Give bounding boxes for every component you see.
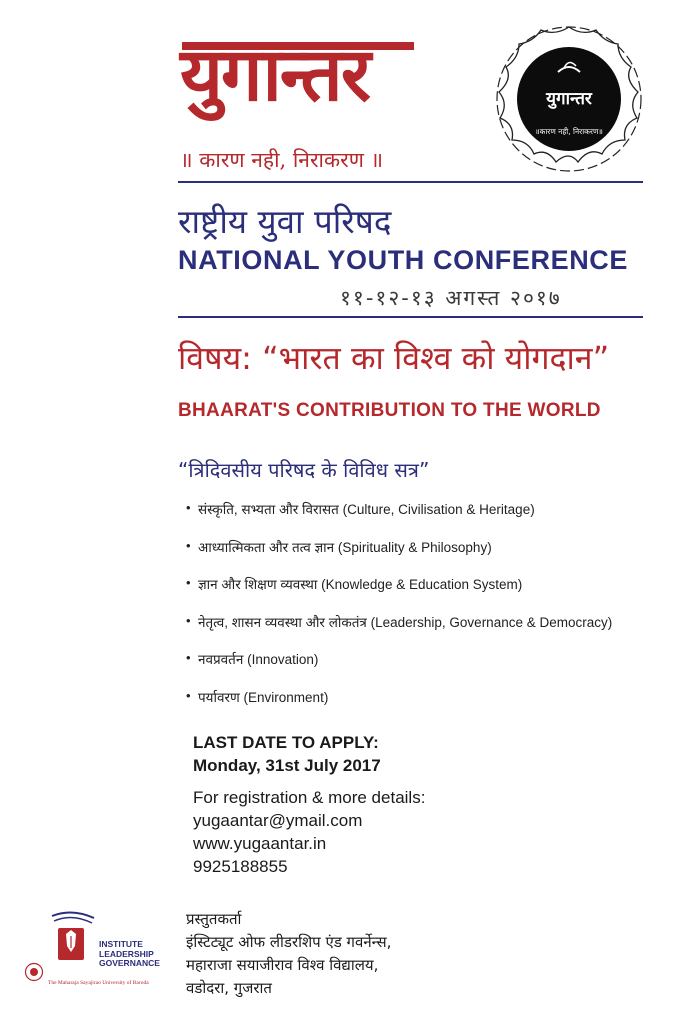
presenter-label: प्रस्तुतकर्ता	[186, 910, 242, 928]
conference-dates: ११-१२-१३ अगस्त २०१७	[340, 286, 562, 310]
presenter-line-1: इंस्टिट्यूट ओफ लीडरशिप एंड गवर्नेन्स,	[186, 933, 392, 951]
bullet-icon: •	[186, 500, 191, 515]
bullet-icon: •	[186, 537, 191, 553]
logo-tagline: ॥ कारण नही, निराकरण ॥	[180, 148, 384, 172]
top-divider	[178, 181, 643, 183]
sessions-list	[186, 500, 612, 726]
university-seal-icon	[24, 962, 44, 982]
list-item: • आध्यात्मिकता और तत्व ज्ञान (Spirituality & Philosophy)	[186, 537, 492, 555]
bullet-icon: •	[186, 575, 191, 591]
seal-logo-text: युगान्तर	[546, 89, 592, 109]
deadline-label: LAST DATE TO APPLY:	[193, 733, 379, 752]
deadline-date: Monday, 31st July 2017	[193, 756, 381, 775]
list-item: • नवप्रवर्तन (Innovation)	[186, 650, 319, 668]
bottom-divider	[178, 316, 643, 318]
institute-logo-text: INSTITUTE LEADERSHIP GOVERNANCE	[99, 939, 160, 968]
contact-website[interactable]: www.yugaantar.in	[193, 834, 327, 853]
presenter-line-2: महाराजा सयाजीराव विश्व विद्यालय,	[186, 956, 379, 974]
list-item: • पर्यावरण (Environment)	[186, 687, 329, 705]
sessions-heading: “त्रिदिवसीय परिषद के विविध सत्र”	[178, 458, 430, 482]
list-item: • नेतृत्व, शासन व्यवस्था और लोकतंत्र (Leadership, Governance & Democracy)	[186, 612, 613, 630]
contact-block	[193, 786, 425, 878]
topic-english: BHAARAT'S CONTRIBUTION TO THE WORLD	[178, 400, 601, 421]
list-item: • ज्ञान और शिक्षण व्यवस्था (Knowledge & Education System)	[186, 575, 523, 593]
bullet-icon: •	[186, 612, 191, 628]
yugaantar-logo-text: युगान्तर	[180, 32, 369, 118]
yugaantar-seal-icon	[492, 22, 646, 176]
presenter-line-3: वडोदरा, गुजरात	[186, 979, 272, 997]
contact-phone[interactable]: 9925188855	[193, 857, 288, 876]
list-item: • संस्कृति, सभ्यता और विरासत (Culture, Civilisation & Heritage)	[186, 500, 535, 517]
seal-ring-text: ॥कारण नही, निराकरण॥	[535, 127, 603, 136]
university-name: The Maharaja Sayajirao University of Baroda	[48, 980, 149, 986]
contact-intro: For registration & more details:	[193, 788, 426, 807]
contact-email[interactable]: yugaantar@ymail.com	[193, 811, 363, 830]
bullet-icon: •	[186, 687, 191, 703]
presenter-block	[186, 908, 391, 1000]
conference-title-english: NATIONAL YOUTH CONFERENCE	[178, 245, 629, 275]
bullet-icon: •	[186, 650, 191, 666]
topic-hindi: विषय: “भारत का विश्व को योगदान”	[178, 339, 610, 377]
deadline-block	[193, 731, 381, 777]
conference-title-hindi: राष्ट्रीय युवा परिषद	[178, 202, 392, 241]
